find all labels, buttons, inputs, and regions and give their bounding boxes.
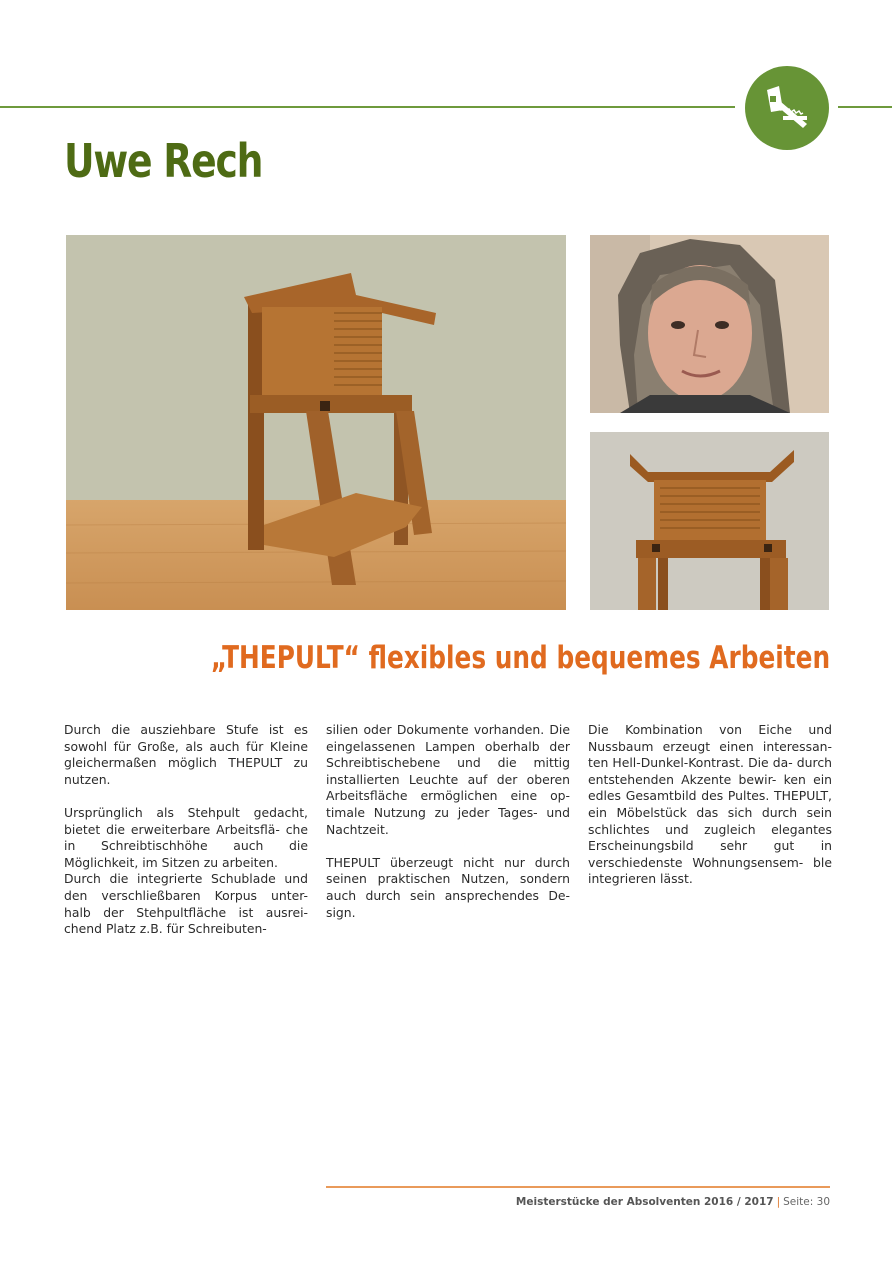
paragraph: Ursprünglich als Stehpult gedacht, bietet die erweiterbare Arbeitsflä- che in Schreibtischhöhe auch die Möglichkeit, im Sitzen zu arbeiten. [64,804,308,870]
portrait-photo [590,235,829,413]
publication-title: Meisterstücke der Absolventen 2016 / 2017 [515,1196,774,1208]
footer-separator: | [776,1196,781,1208]
page-number: Seite: 30 [783,1196,830,1208]
page-title: Uwe Rech [64,134,263,188]
text-column-3 [588,722,832,905]
paragraph: silien oder Dokumente vorhanden. Die eingelassenen Lampen oberhalb der Schreibtischebene und die mittig installierten Leuchte auf der oberen Arbeitsfläche ermöglichen eine op- timale Nutzung zu jeder Tages- und Nachtzeit. [326,722,570,837]
paragraph: Durch die integrierte Schublade und den verschließbaren Korpus unter- halb der Stehpultfläche ist ausrei- chend Platz z.B. für Schreibuten- [64,871,308,937]
paragraph: Die Kombination von Eiche und Nussbaum erzeugt einen interessan- ten Hell-Dunkel-Kontrast. Die da- durch entstehenden Akzente bewir- ken ein edles Gesamtbild des Pultes. THEPULT, ein Möbelstück das sich durch sein schlichtes und zugleich elegantes Erscheinungsbild sehr gut in verschiedenste Wohnungsensem- ble integrieren lässt. [588,722,832,887]
paragraph: Durch die ausziehbare Stufe ist es sowohl für Große, als auch für Kleine gleichermaßen möglich THEPULT zu nutzen. [64,722,308,787]
article-subtitle: „THEPULT“ flexibles und bequemes Arbeiten [210,640,830,676]
paragraph: THEPULT überzeugt nicht nur durch seinen praktischen Nutzen, sondern auch durch sein ansprechendes De- sign. [326,854,570,920]
craft-badge [745,66,829,150]
hand-saw-icon [759,80,815,136]
header-rule-left [0,106,735,108]
page-footer [516,1196,830,1208]
pult-main-photo [66,235,566,610]
text-column-2 [326,722,570,938]
footer-rule [326,1186,830,1188]
pult-detail-photo [590,432,829,610]
text-column-1 [64,722,308,954]
header-rule-right [838,106,892,108]
